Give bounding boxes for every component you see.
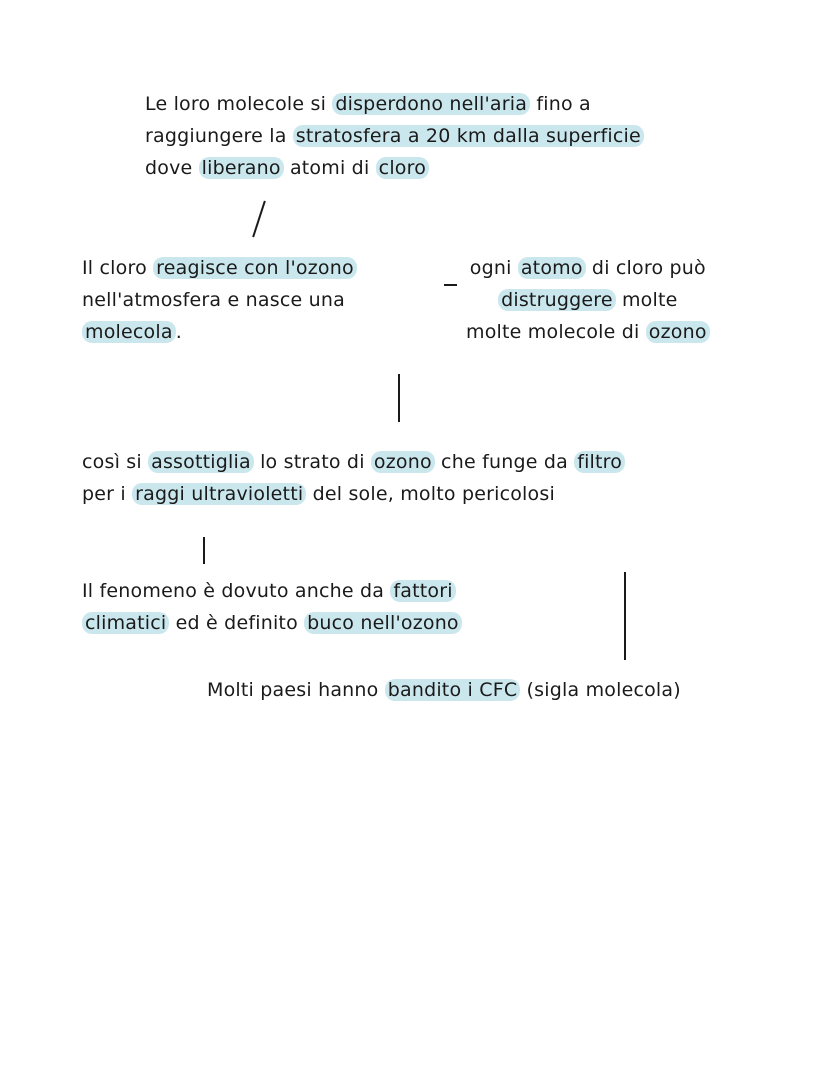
- note-text: di cloro può: [585, 257, 706, 279]
- highlighted-phrase: buco nell'ozono: [304, 612, 462, 634]
- note-block-ozone-hole: [82, 575, 462, 639]
- highlighted-phrase: bandito i CFC: [385, 679, 521, 701]
- highlighted-phrase: stratosfera a 20 km dalla superficie: [293, 125, 644, 147]
- note-text: atomi di: [283, 157, 376, 179]
- highlighted-phrase: ozono: [371, 451, 435, 473]
- note-line: [82, 284, 357, 316]
- note-text: Le loro molecole si: [145, 93, 333, 115]
- note-text: Il cloro: [82, 257, 154, 279]
- note-text: ogni: [469, 257, 518, 279]
- highlighted-phrase: disperdono nell'aria: [332, 93, 530, 115]
- note-text: Il fenomeno è dovuto anche da: [82, 580, 391, 602]
- note-line: [82, 575, 462, 607]
- note-text: molte: [615, 289, 678, 311]
- note-line: [82, 446, 625, 478]
- note-line: [466, 252, 710, 284]
- highlighted-phrase: ozono: [646, 321, 710, 343]
- note-line: [82, 252, 357, 284]
- note-block-ozone-destruction: [466, 252, 710, 348]
- highlighted-phrase: molecola: [82, 321, 176, 343]
- note-block-cfc-ban: [207, 674, 681, 706]
- note-text: raggiungere la: [145, 125, 293, 147]
- highlighted-phrase: assottiglia: [148, 451, 254, 473]
- note-line: [82, 607, 462, 639]
- connector-vertical-right: [624, 572, 626, 660]
- note-text: che funge da: [434, 451, 575, 473]
- note-text: .: [175, 321, 182, 343]
- note-text: dove: [145, 157, 199, 179]
- note-line: [145, 152, 644, 184]
- note-line: [82, 478, 625, 510]
- highlighted-phrase: atomo: [518, 257, 586, 279]
- note-text: ed è definito: [169, 612, 305, 634]
- highlighted-phrase: raggi ultravioletti: [132, 483, 306, 505]
- highlighted-phrase: climatici: [82, 612, 169, 634]
- highlighted-phrase: cloro: [376, 157, 429, 179]
- note-line: [466, 316, 710, 348]
- connector-slash: [252, 201, 266, 238]
- note-text: nell'atmosfera e nasce una: [82, 289, 345, 311]
- connector-vertical-left: [203, 537, 205, 564]
- connector-vertical-center: [398, 374, 400, 422]
- note-text: fino a: [530, 93, 591, 115]
- note-block-chlorine-reaction: [82, 252, 357, 348]
- note-text: (sigla molecola): [520, 679, 681, 701]
- highlighted-phrase: liberano: [199, 157, 284, 179]
- connector-dash: [444, 284, 457, 286]
- highlighted-phrase: fattori: [390, 580, 455, 602]
- note-text: lo strato di: [253, 451, 371, 473]
- note-line: [466, 284, 710, 316]
- note-line: [207, 674, 681, 706]
- highlighted-phrase: reagisce con l'ozono: [153, 257, 357, 279]
- note-block-cfc-dispersion: [145, 88, 644, 184]
- note-line: [145, 120, 644, 152]
- note-text: per i: [82, 483, 133, 505]
- note-text: Molti paesi hanno: [207, 679, 385, 701]
- note-text: del sole, molto pericolosi: [306, 483, 555, 505]
- note-text: molte molecole di: [466, 321, 646, 343]
- highlighted-phrase: filtro: [574, 451, 625, 473]
- note-block-ozone-thinning: [82, 446, 625, 510]
- note-line: [82, 316, 357, 348]
- note-line: [145, 88, 644, 120]
- highlighted-phrase: distruggere: [498, 289, 616, 311]
- note-text: così si: [82, 451, 149, 473]
